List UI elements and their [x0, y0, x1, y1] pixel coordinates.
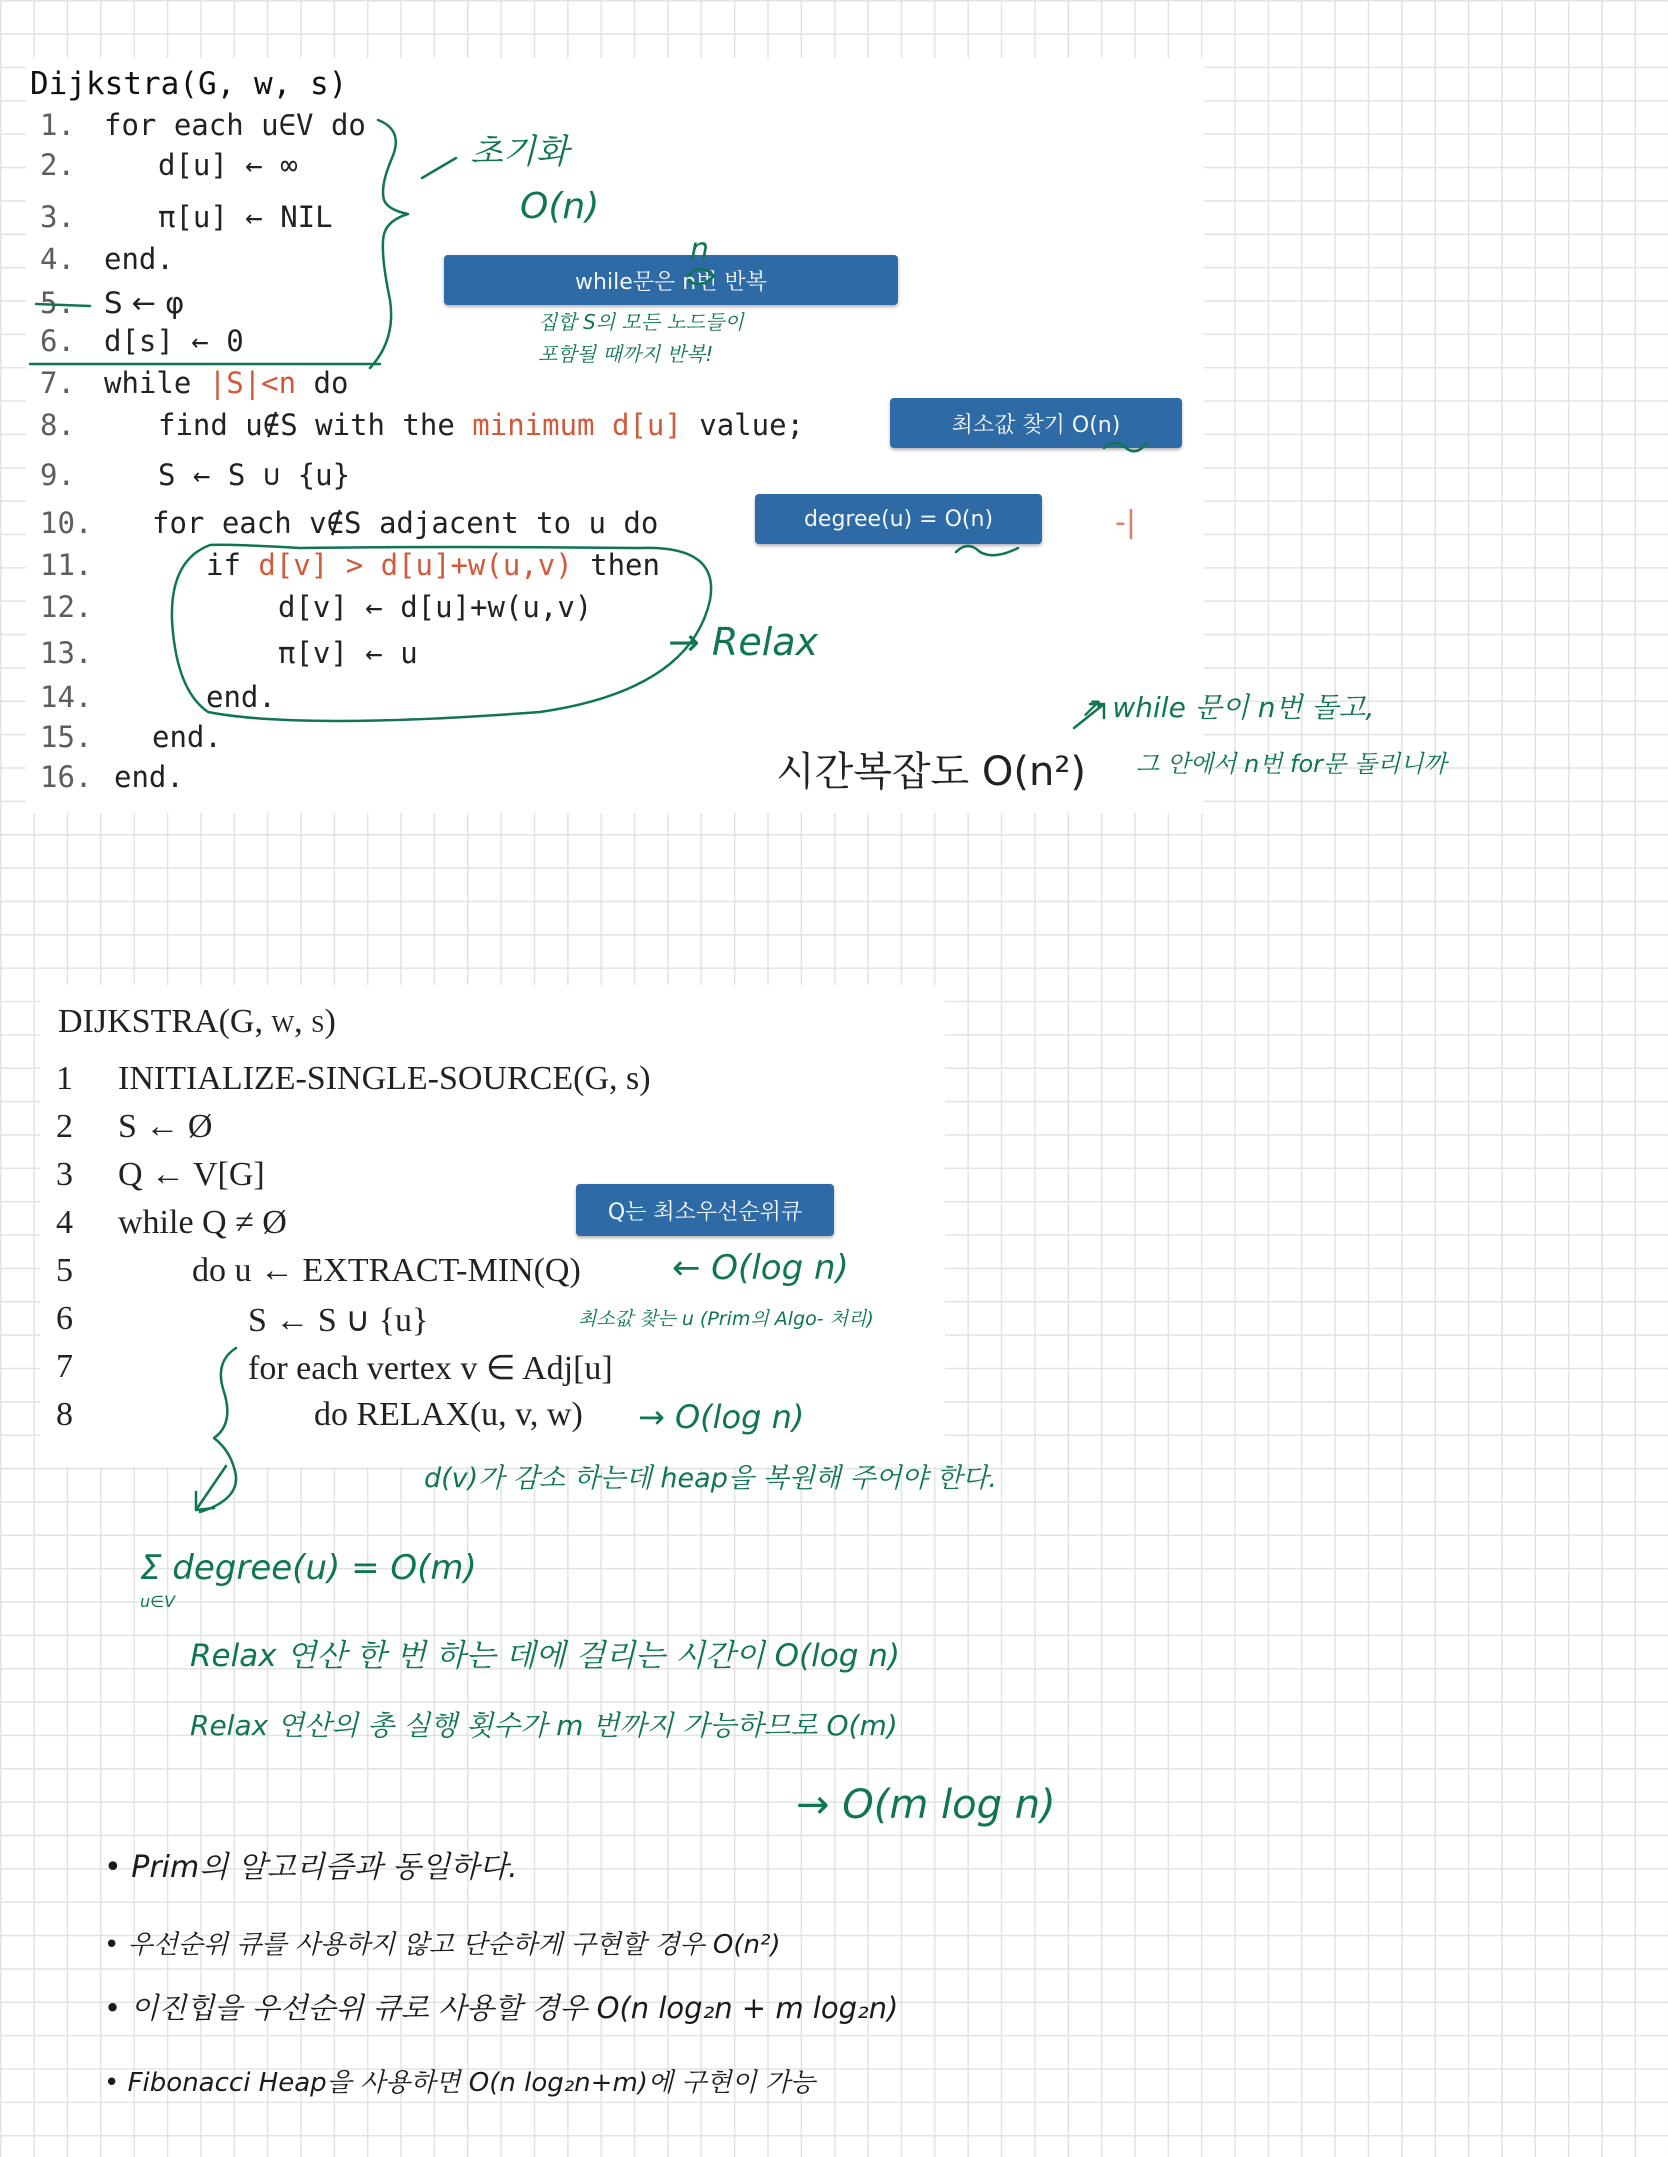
code2-line-number: 7 — [56, 1348, 73, 1385]
code2-line-number: 2 — [56, 1108, 73, 1145]
code2-line-number: 6 — [56, 1300, 73, 1337]
code1-segment-post: then — [572, 548, 660, 582]
relax-brace — [200, 1348, 236, 1512]
code2-line-number: 8 — [56, 1396, 73, 1433]
init-brace-tick — [422, 158, 456, 178]
code1-segment-pre: if — [206, 548, 259, 582]
bullet-item: • Fibonacci Heap을 사용하면 O(n log₂n+m)에 구현이 가능 — [104, 2068, 816, 2098]
relax-loop — [172, 545, 711, 721]
code1-line-number: 7. — [40, 366, 75, 400]
note-extract-cost: ← O(log n) — [672, 1248, 849, 1288]
code2-line-number: 3 — [56, 1156, 73, 1193]
note-sum-line: Σ degree(u) = O(m) — [140, 1548, 477, 1588]
code1-line-text: for each v∉S adjacent to u do — [152, 506, 659, 540]
note-init-label: 초기화 — [470, 132, 569, 172]
squiggle-min — [1104, 443, 1146, 451]
complexity-arrow — [1074, 704, 1104, 728]
code1-line-number: 2. — [40, 148, 75, 182]
note-relax: → Relax — [668, 620, 819, 664]
code1-segment-pre: find u∉S with the — [158, 408, 473, 442]
code1-line-number: 13. — [40, 636, 93, 670]
code1-segment-pre: while — [104, 366, 209, 400]
note-extract-note: 최소값 찾는 u (Prim의 Algo- 처리) — [578, 1308, 874, 1330]
strike-line-5 — [36, 304, 90, 306]
init-brace — [370, 120, 408, 368]
code1-segment-post: do — [296, 366, 349, 400]
callout-min: 최소값 찾기 O(n) — [890, 398, 1182, 448]
code1-line-number: 8. — [40, 408, 75, 442]
squiggle-degree — [956, 546, 1018, 555]
code1-header: Dijkstra(G, w, s) — [30, 66, 348, 102]
code1-line-text: d[s] ← 0 — [104, 324, 244, 358]
code2-line-text: S ← S ∪ {u} — [248, 1302, 429, 1339]
code2-line-text: Q ← V[G] — [118, 1156, 265, 1193]
note-dash-mark: -| — [1115, 505, 1136, 540]
code1-segment-post: value; — [681, 408, 805, 442]
code1-segment-red: |S|<n — [208, 366, 297, 400]
code2-line-text: do RELAX(u, v, w) — [314, 1396, 583, 1433]
code1-line-number: 9. — [40, 458, 75, 492]
bullet-item: • 이진힙을 우선순위 큐로 사용할 경우 O(n log₂n + m log₂n) — [104, 1991, 899, 2025]
code2-line-text: for each vertex v ∈ Adj[u] — [248, 1350, 613, 1387]
note-while-1: 집합 S의 모든 노드들이 — [538, 310, 744, 334]
code1-line-number: 1. — [40, 108, 75, 142]
callout-queue: Q는 최소우선순위큐 — [576, 1184, 834, 1236]
note-relax-note: d(v)가 감소 하는데 heap을 복원해 주어야 한다. — [424, 1463, 997, 1494]
code2-line-number: 4 — [56, 1204, 73, 1241]
note-result: → O(m log n) — [796, 1782, 1056, 1828]
code1-line-text: S ← φ — [104, 286, 185, 320]
code1-line-text: end. — [104, 242, 174, 276]
code1-line-text: d[u] ← ∞ — [158, 148, 298, 182]
callout-degree: degree(u) = O(n) — [755, 494, 1042, 544]
code1-line-text: end. — [152, 720, 222, 754]
code1-line-text: d[v] ← d[u]+w(u,v) — [278, 590, 593, 624]
code2-line-number: 1 — [56, 1060, 73, 1097]
code1-line-text: S ← S ∪ {u} — [158, 458, 351, 492]
code1-segment-red: minimum d[u] — [472, 408, 682, 442]
code1-line-number: 11. — [40, 548, 93, 582]
code1-line-text: π[u] ← NIL — [158, 200, 333, 234]
code2-line-text: do u ← EXTRACT-MIN(Q) — [192, 1252, 581, 1289]
note-complexity-2: 그 안에서 n번 for문 돌리니까 — [1136, 750, 1447, 778]
note-relax-line-2: Relax 연산의 총 실행 횟수가 m 번까지 가능하므로 O(m) — [190, 1709, 898, 1742]
note-relax-cost: → O(log n) — [638, 1398, 805, 1436]
callout-while: while문은 n번 반복 — [444, 255, 898, 305]
code1-line-number: 15. — [40, 720, 93, 754]
code1-line-text: end. — [114, 760, 184, 794]
code1-line-number: 16. — [40, 760, 93, 794]
note-while-n: n — [690, 232, 710, 267]
note-sum-sub: u∈V — [140, 1592, 176, 1611]
note-init-cost: O(n) — [520, 186, 600, 227]
code2-line-text: while Q ≠ Ø — [118, 1204, 287, 1241]
bullet-item: • Prim의 알고리즘과 동일하다. — [104, 1850, 518, 1885]
note-complexity-1: ↗ while 문이 n번 돌고, — [1080, 691, 1375, 724]
code1-line-text: end. — [206, 680, 276, 714]
code1-line-text: for each u∈V do — [104, 108, 366, 142]
code1-line-number: 3. — [40, 200, 75, 234]
code1-line-number: 5. — [40, 286, 75, 320]
note-relax-line-1: Relax 연산 한 번 하는 데에 걸리는 시간이 O(log n) — [190, 1638, 900, 1674]
code1-line-number: 14. — [40, 680, 93, 714]
code1-line-number: 4. — [40, 242, 75, 276]
code1-line-number: 10. — [40, 506, 93, 540]
code2-line-number: 5 — [56, 1252, 73, 1289]
complexity-label: 시간복잡도 O(n²) — [776, 749, 1086, 795]
scribble-n — [688, 269, 714, 284]
note-while-2: 포함될 때까지 반복! — [538, 342, 714, 366]
bullet-item: • 우선순위 큐를 사용하지 않고 단순하게 구현할 경우 O(n²) — [104, 1930, 781, 1960]
code1-line-number: 6. — [40, 324, 75, 358]
code1-segment-red: d[v] > d[u]+w(u,v) — [258, 548, 573, 582]
code2-line-text: S ← Ø — [118, 1108, 213, 1145]
code2-header: DIJKSTRA(G, w, s) — [58, 1003, 336, 1040]
code1-line-text: π[v] ← u — [278, 636, 418, 670]
code2-line-text: INITIALIZE-SINGLE-SOURCE(G, s) — [118, 1060, 651, 1097]
code1-line-number: 12. — [40, 590, 93, 624]
